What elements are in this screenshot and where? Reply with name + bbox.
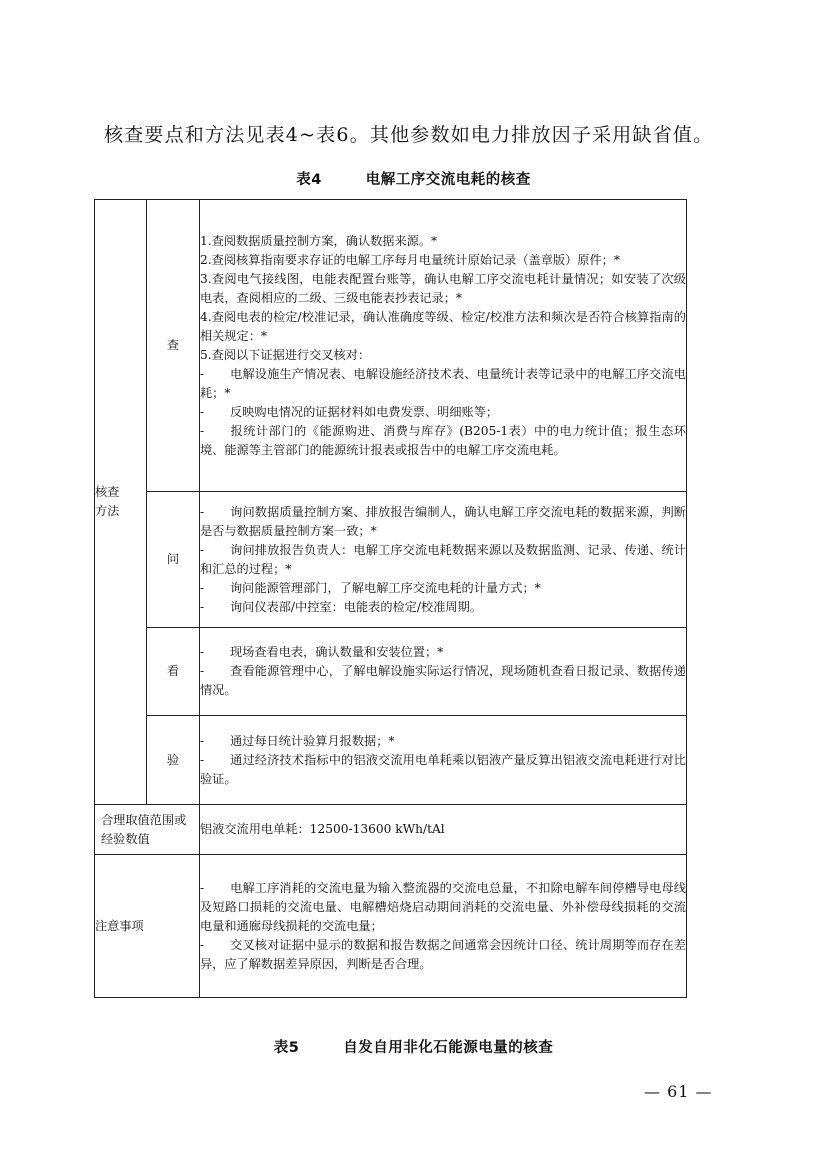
ask-line: - 询问数据质量控制方案、排放报告编制人，确认电解工序交流电耗的数据来源，判断是否与数据质量控制方案一致；* — [200, 503, 686, 541]
verify-content — [200, 716, 687, 805]
table5-title: 自发自用非化石能源电量的核查 — [343, 1040, 554, 1056]
check-line: 5.查阅以下证据进行交叉核对： — [200, 347, 371, 362]
notes-line: - 电解工序消耗的交流电量为输入整流器的交流电总量，不扣除电解车间停槽导电母线及短路口损耗的交流电量、电解槽焙烧启动期间消耗的交流电量、外补偿母线损耗的交流电量和通廊母线损耗的交流电量； — [200, 879, 686, 936]
look-line: - 查看能源管理中心，了解电解设施实际运行情况，现场随机查看日报记录、数据传递情况。 — [200, 662, 686, 700]
check-line: - 电解设施生产情况表、电解设施经济技术表、电量统计表等记录中的电解工序交流电耗；* — [200, 365, 686, 403]
ask-line: - 询问能源管理部门，了解电解工序交流电耗的计量方式；* — [200, 579, 686, 598]
table4 — [94, 199, 687, 998]
check-line: - 反映购电情况的证据材料如电费发票、明细账等； — [200, 403, 686, 422]
method-label: 核查方法 — [95, 485, 120, 518]
table5-number: 表5 — [273, 1040, 300, 1056]
ask-content — [200, 492, 687, 628]
check-content — [200, 200, 687, 492]
row-notes — [95, 855, 687, 998]
method-label-cell — [95, 200, 147, 805]
range-value: 铝液交流用电单耗：12500-13600 kWh/tAl — [200, 805, 687, 855]
notes-content — [200, 855, 687, 998]
table4-caption — [0, 168, 827, 189]
row-ask — [95, 492, 687, 628]
check-line: 2.查阅核算指南要求存证的电解工序每月电量统计原始记录（盖章版）原件；* — [200, 252, 620, 267]
table5-caption — [0, 1036, 827, 1057]
verify-label: 验 — [147, 716, 200, 805]
ask-line: - 询问仪表部/中控室：电能表的检定/校准周期。 — [200, 598, 686, 617]
range-label: 合理取值范围或经验数值 — [95, 805, 200, 855]
page-number: — 61 — — [644, 1082, 713, 1101]
ask-line: - 询问排放报告负责人：电解工序交流电耗数据来源以及数据监测、记录、传递、统计和汇总的过程；* — [200, 541, 686, 579]
ask-label: 问 — [147, 492, 200, 628]
row-check — [95, 200, 687, 492]
verify-line: - 通过每日统计验算月报数据；* — [200, 732, 686, 751]
check-line: 1.查阅数据质量控制方案，确认数据来源。* — [200, 233, 438, 248]
row-range — [95, 805, 687, 855]
look-line: - 现场查看电表，确认数量和安装位置；* — [200, 643, 686, 662]
check-line: 3.查阅电气接线图，电能表配置台账等，确认电解工序交流电耗计量情况；如安装了次级电表，查阅相应的二级、三级电能表抄表记录；* — [200, 271, 686, 305]
check-line: 4.查阅电表的检定/校准记录，确认准确度等级、检定/校准方法和频次是否符合核算指南的相关规定：* — [200, 309, 686, 343]
look-label: 看 — [147, 628, 200, 716]
notes-label: 注意事项 — [95, 855, 200, 998]
table4-number: 表4 — [296, 172, 322, 188]
row-verify — [95, 716, 687, 805]
table4-title: 电解工序交流电耗的核查 — [365, 172, 531, 188]
check-line: - 报统计部门的《能源购进、消费与库存》(B205-1表）中的电力统计值；报生态环境、能源等主管部门的能源统计报表或报告中的电解工序交流电耗。 — [200, 422, 686, 460]
intro-paragraph: 核查要点和方法见表4~表6。其他参数如电力排放因子采用缺省值。 — [104, 124, 714, 146]
look-content — [200, 628, 687, 716]
verify-line: - 通过经济技术指标中的铝液交流用电单耗乘以铝液产量反算出铝液交流电耗进行对比验证。 — [200, 751, 686, 789]
row-look — [95, 628, 687, 716]
notes-line: - 交叉核对证据中显示的数据和报告数据之间通常会因统计口径、统计周期等而存在差异，应了解数据差异原因，判断是否合理。 — [200, 936, 686, 974]
check-label: 查 — [147, 200, 200, 492]
